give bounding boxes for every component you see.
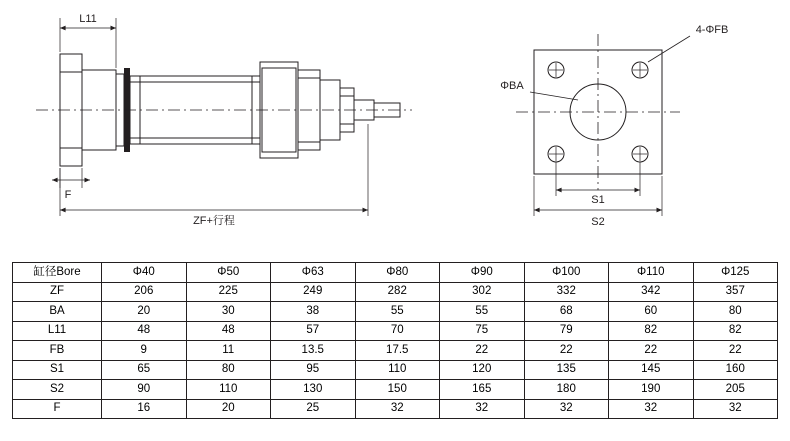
table-cell: 48	[102, 321, 187, 341]
table-cell: 68	[524, 302, 609, 322]
table-cell: 20	[102, 302, 187, 322]
table-cell: 130	[271, 380, 356, 400]
table-cell: 11	[186, 341, 271, 361]
table-cell: 342	[609, 282, 694, 302]
table-cell: 70	[355, 321, 440, 341]
table-cell: 25	[271, 399, 356, 419]
table-header-cell: Φ110	[609, 263, 694, 283]
table-cell: 9	[102, 341, 187, 361]
table-cell: 17.5	[355, 341, 440, 361]
label-f: F	[64, 189, 72, 201]
table-cell: 22	[524, 341, 609, 361]
table-cell: 32	[440, 399, 525, 419]
table-cell: 32	[609, 399, 694, 419]
specification-table	[12, 262, 778, 419]
table-row-label: L11	[13, 321, 102, 341]
table-row-label: F	[13, 399, 102, 419]
table-cell: 55	[440, 302, 525, 322]
label-s2: S2	[591, 216, 605, 228]
table-row	[13, 380, 778, 400]
table-row-label: FB	[13, 341, 102, 361]
table-cell: 205	[693, 380, 778, 400]
table-cell: 82	[693, 321, 778, 341]
table-cell: 135	[524, 360, 609, 380]
table-row-label: S1	[13, 360, 102, 380]
table-cell: 190	[609, 380, 694, 400]
table-cell: 206	[102, 282, 187, 302]
table-cell: 57	[271, 321, 356, 341]
table-cell: 79	[524, 321, 609, 341]
table-cell: 357	[693, 282, 778, 302]
table-cell: 32	[693, 399, 778, 419]
table-cell: 150	[355, 380, 440, 400]
table-cell: 110	[355, 360, 440, 380]
table-cell: 160	[693, 360, 778, 380]
table-cell: 80	[186, 360, 271, 380]
table-cell: 90	[102, 380, 187, 400]
label-4-phi-fb: 4-ΦFB	[695, 24, 729, 36]
table-cell: 95	[271, 360, 356, 380]
table-row	[13, 282, 778, 302]
table-cell: 20	[186, 399, 271, 419]
label-zf-stroke: ZF+行程	[193, 215, 235, 227]
table-cell: 82	[609, 321, 694, 341]
cylinder-side-view	[36, 54, 412, 166]
table-cell: 32	[355, 399, 440, 419]
table-row	[13, 399, 778, 419]
table-header-cell: Φ80	[355, 263, 440, 283]
table-cell: 60	[609, 302, 694, 322]
table-row-label: ZF	[13, 282, 102, 302]
table-cell: 55	[355, 302, 440, 322]
table-row	[13, 302, 778, 322]
label-s1: S1	[591, 194, 605, 206]
table-cell: 282	[355, 282, 440, 302]
table-cell: 180	[524, 380, 609, 400]
table-cell: 22	[693, 341, 778, 361]
table-header-bore: 缸径Bore	[13, 263, 102, 283]
table-row-label: BA	[13, 302, 102, 322]
table-header-cell: Φ125	[693, 263, 778, 283]
table-row	[13, 360, 778, 380]
table-header-cell: Φ90	[440, 263, 525, 283]
table-cell: 145	[609, 360, 694, 380]
table-cell: 16	[102, 399, 187, 419]
table-cell: 332	[524, 282, 609, 302]
table-cell: 165	[440, 380, 525, 400]
label-phi-ba: ΦBA	[500, 80, 524, 92]
table-row	[13, 341, 778, 361]
table-cell: 22	[609, 341, 694, 361]
table-cell: 225	[186, 282, 271, 302]
table-header-cell: Φ40	[102, 263, 187, 283]
table-cell: 38	[271, 302, 356, 322]
table-header-cell: Φ100	[524, 263, 609, 283]
table-cell: 30	[186, 302, 271, 322]
table-header-cell: Φ50	[186, 263, 271, 283]
table-cell: 65	[102, 360, 187, 380]
table-cell: 22	[440, 341, 525, 361]
table-cell: 120	[440, 360, 525, 380]
table-header-row	[13, 263, 778, 283]
table-cell: 80	[693, 302, 778, 322]
table-row-label: S2	[13, 380, 102, 400]
label-l11: L11	[79, 13, 97, 25]
table-cell: 302	[440, 282, 525, 302]
table-header-cell: Φ63	[271, 263, 356, 283]
table-cell: 110	[186, 380, 271, 400]
table-cell: 13.5	[271, 341, 356, 361]
table-cell: 249	[271, 282, 356, 302]
table-cell: 48	[186, 321, 271, 341]
table-cell: 32	[524, 399, 609, 419]
table-row	[13, 321, 778, 341]
table-cell: 75	[440, 321, 525, 341]
